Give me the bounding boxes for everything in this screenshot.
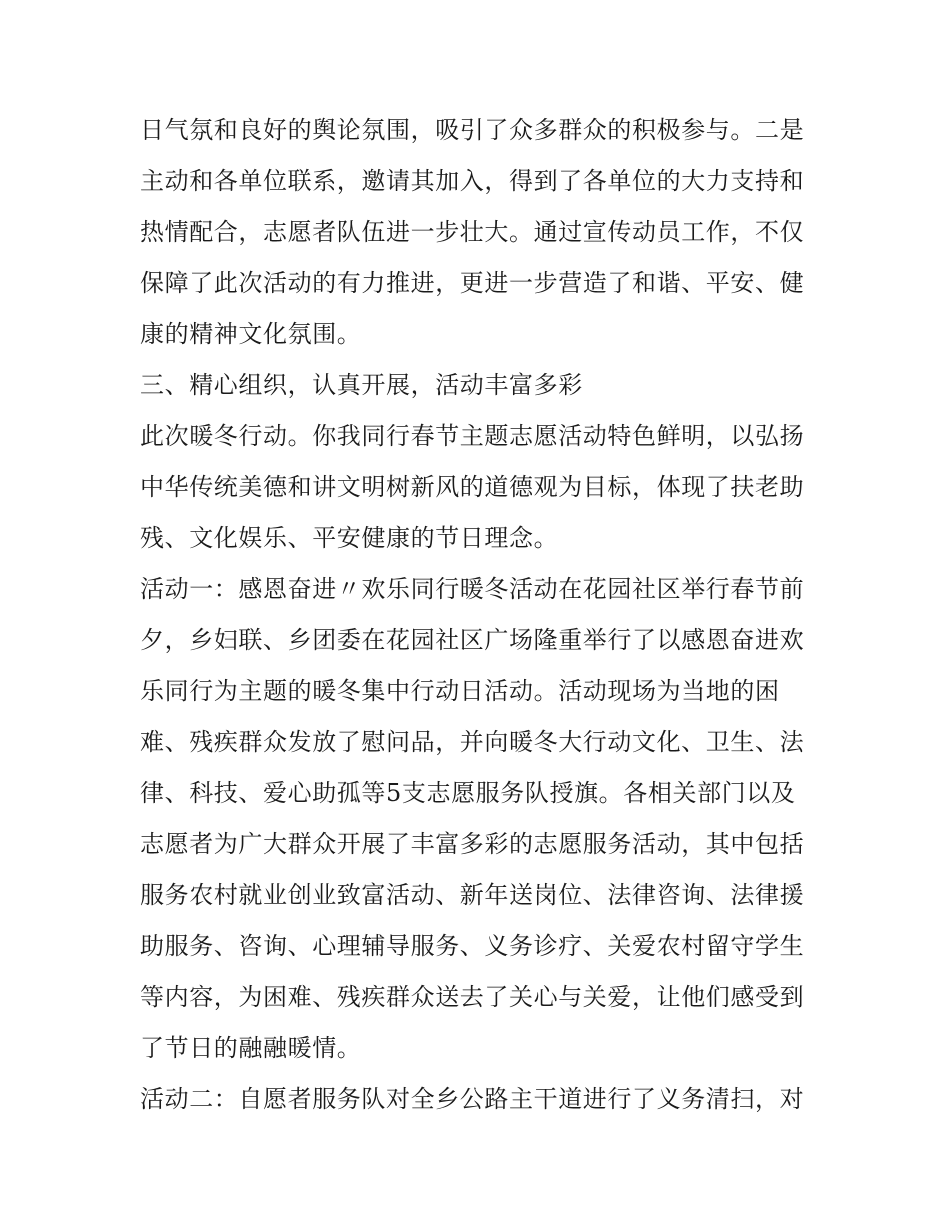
text-line: 难、残疾群众发放了慰问品，并向暖冬大行动文化、卫生、法 <box>140 728 805 756</box>
text-line: 服务农村就业创业致富活动、新年送岗位、法律咨询、法律援 <box>140 881 805 909</box>
text-line: 日气氛和良好的舆论氛围，吸引了众多群众的积极参与。二是 <box>140 116 805 144</box>
text-line: 热情配合，志愿者队伍进一步壮大。通过宣传动员工作，不仅 <box>140 218 805 246</box>
text-line: 夕，乡妇联、乡团委在花园社区广场隆重举行了以感恩奋进欢 <box>140 626 805 654</box>
text-line: 律、科技、爱心助孤等5支志愿服务队授旗。各相关部门以及 <box>140 779 796 807</box>
text-line: 中华传统美德和讲文明树新风的道德观为目标，体现了扶老助 <box>140 473 805 501</box>
text-line: 了节日的融融暖情。 <box>140 1034 362 1062</box>
text-line: 康的精神文化氛围。 <box>140 320 362 348</box>
text-line: 活动一：感恩奋进〃欢乐同行暖冬活动在花园社区举行春节前 <box>140 575 805 603</box>
text-line: 等内容，为困难、残疾群众送去了关心与关爱，让他们感受到 <box>140 983 805 1011</box>
text-line: 志愿者为广大群众开展了丰富多彩的志愿服务活动，其中包括 <box>140 830 805 858</box>
text-line: 活动二：自愿者服务队对全乡公路主干道进行了义务清扫，对 <box>140 1085 805 1113</box>
text-line: 主动和各单位联系，邀请其加入，得到了各单位的大力支持和 <box>140 167 805 195</box>
text-line: 保障了此次活动的有力推进，更进一步营造了和谐、平安、健 <box>140 269 805 297</box>
text-line: 助服务、咨询、心理辅导服务、义务诊疗、关爱农村留守学生 <box>140 932 805 960</box>
section-heading: 三、精心组织，认真开展，活动丰富多彩 <box>140 371 583 399</box>
text-line: 乐同行为主题的暖冬集中行动日活动。活动现场为当地的困 <box>140 677 780 705</box>
text-line: 此次暖冬行动。你我同行春节主题志愿活动特色鲜明，以弘扬 <box>140 422 805 450</box>
text-line: 残、文化娱乐、平安健康的节日理念。 <box>140 524 559 552</box>
